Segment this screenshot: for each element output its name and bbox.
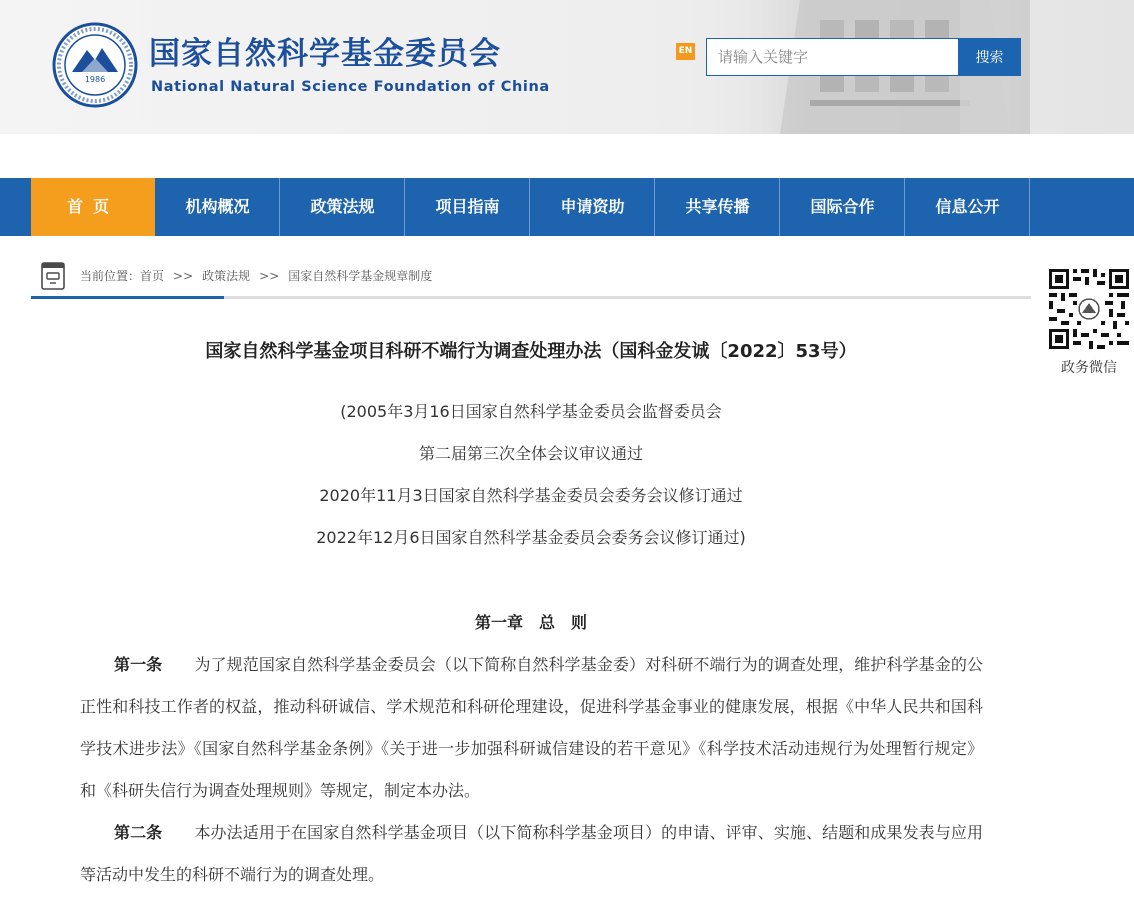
breadcrumb-separator: >> xyxy=(259,269,280,283)
site-title-cn: 国家自然科学基金委员会 xyxy=(149,36,501,72)
article-clause-label: 第一条 xyxy=(114,655,163,674)
article-paragraph xyxy=(80,644,983,812)
search-button[interactable]: 搜索 xyxy=(958,38,1021,76)
nsfc-seal-logo xyxy=(52,22,138,108)
nav-home[interactable]: 首页 xyxy=(31,178,155,236)
subtitle-line: 2020年11月3日国家自然科学基金委员会委务会议修订通过 xyxy=(319,486,743,505)
breadcrumb-prefix: 当前位置： xyxy=(80,269,141,283)
breadcrumb-policy[interactable]: 政策法规 xyxy=(202,269,251,283)
breadcrumb-divider-accent xyxy=(31,296,224,299)
nav-apply[interactable]: 申请资助 xyxy=(531,178,655,236)
chapter-heading: 第一章 总 则 xyxy=(474,613,587,632)
nav-guide[interactable]: 项目指南 xyxy=(406,178,530,236)
breadcrumb-home[interactable]: 首页 xyxy=(140,269,165,283)
breadcrumb xyxy=(80,268,432,284)
breadcrumb-separator: >> xyxy=(173,269,194,283)
subtitle-line: (2005年3月16日国家自然科学基金委员会监督委员会 xyxy=(340,402,722,421)
article-paragraph xyxy=(80,812,983,896)
qr-label: 政务微信 xyxy=(1061,360,1117,376)
article-clause-label: 第二条 xyxy=(114,823,163,842)
site-header xyxy=(0,0,1134,134)
nav-share[interactable]: 共享传播 xyxy=(656,178,780,236)
search-input[interactable] xyxy=(706,38,958,76)
nav-about[interactable]: 机构概况 xyxy=(156,178,280,236)
site-title-en: National Natural Science Foundation of China xyxy=(151,79,550,95)
location-book-icon xyxy=(41,262,65,290)
subtitle-line: 第二届第三次全体会议审议通过 xyxy=(418,444,643,463)
subtitle-line: 2022年12月6日国家自然科学基金委员会委务会议修订通过) xyxy=(316,528,746,547)
article-paragraph-text: 为了规范国家自然科学基金委员会（以下简称自然科学基金委）对科研不端行为的调查处理，维护科学基金的公正性和科技工作者的权益，推动科研诚信、学术规范和科研伦理建设，促进科学基金事业的健康发展，根据《中华人民共和国科学技术进步法》《国家自然科学基金条例》《关于进一步加强科研诚信建设的若干意见》《科学技术活动违规行为处理暂行规定》和《科研失信行为调查处理规则》等规定，制定本办法。 xyxy=(80,655,983,800)
nav-international[interactable]: 国际合作 xyxy=(781,178,905,236)
nav-disclosure[interactable]: 信息公开 xyxy=(906,178,1030,236)
main-nav xyxy=(0,178,1134,236)
article-paragraph-text: 本办法适用于在国家自然科学基金项目（以下简称科学基金项目）的申请、评审、实施、结题和成果发表与应用等活动中发生的科研不端行为的调查处理。 xyxy=(80,823,983,884)
wechat-qr-code[interactable] xyxy=(1047,267,1131,351)
english-version-button[interactable]: EN xyxy=(676,43,695,60)
article-title: 国家自然科学基金项目科研不端行为调查处理办法（国科金发诚〔2022〕53号） xyxy=(205,341,857,362)
seal-year: 1986 xyxy=(84,75,106,84)
breadcrumb-regulations[interactable]: 国家自然科学基金规章制度 xyxy=(288,269,433,283)
nav-policy[interactable]: 政策法规 xyxy=(281,178,405,236)
